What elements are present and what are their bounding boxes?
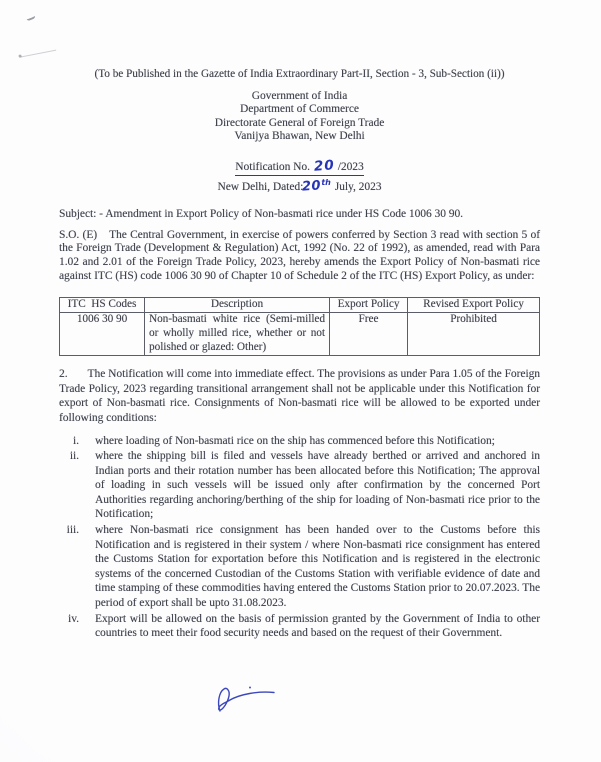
cell-description: Non-basmati white rice (Semi-milled or wholly milled rice, whether or not polished or glazed: Other) xyxy=(145,313,330,356)
table-header-row xyxy=(60,297,540,313)
handwritten-date-day: 20 xyxy=(301,178,322,195)
pen-mark-icon xyxy=(25,13,36,22)
document-content xyxy=(59,68,540,642)
condition-item-iv xyxy=(59,612,540,641)
so-paragraph xyxy=(59,229,540,284)
org-line-address: Vanijya Bhawan, New Delhi xyxy=(234,129,365,142)
handwritten-notification-number: 20 xyxy=(313,157,336,175)
export-policy-table xyxy=(59,297,540,356)
column-header-itc-hs-codes: ITC HS Codes xyxy=(60,297,145,313)
condition-item-ii xyxy=(59,449,540,522)
so-text: The Central Government, in exercise of powers conferred by Section 3 read with section 5 of the Foreign Trade (Development & Regulation) Act, 1992 (No. 22 of 1992), as amended, read with Para 1.02 and 2.01 of the Foreign Trade Policy, 2023, hereby amends the Export Policy of Non-basmati rice against ITC (HS) code 1006 30 90 of Chapter 10 of Schedule 2 of the ITC (HS) Export Policy, as under: xyxy=(59,228,540,282)
notification-number-suffix: /2023 xyxy=(337,161,364,174)
subject-line: Subject: - Amendment in Export Policy of Non-basmati rice under HS Code 1006 30 90. xyxy=(59,207,463,220)
notification-number-line xyxy=(59,157,540,176)
column-header-export-policy: Export Policy xyxy=(330,297,408,313)
gazette-publication-line: (To be Published in the Gazette of India Extraordinary Part-II, Section - 3, Sub-Section (ii)) xyxy=(94,68,505,80)
so-label: S.O. (E) xyxy=(59,228,98,241)
issuing-authority-block xyxy=(59,90,540,143)
handwritten-date-ordinal: th xyxy=(321,177,331,187)
pen-mark-icon xyxy=(21,50,58,64)
notification-heading xyxy=(59,157,540,195)
org-line-directorate: Directorate General of Foreign Trade xyxy=(214,116,385,129)
condition-item-i xyxy=(59,434,540,449)
paragraph-2-number: 2. xyxy=(59,368,68,381)
conditions-list xyxy=(59,434,540,641)
dateline-prefix: New Delhi, Dated: xyxy=(217,180,304,193)
cell-hs-code: 1006 30 90 xyxy=(60,313,145,356)
condition-marker: ii. xyxy=(69,450,79,463)
cell-revised-export-policy: Prohibited xyxy=(408,313,540,356)
paragraph-2 xyxy=(59,367,540,425)
condition-marker: iv. xyxy=(68,612,79,625)
condition-text: where the shipping bill is filed and vessels have already berthed or arrived and anchored in Indian ports and their rotation number has been allocated before this Notification; The approval of loading in such vessels will be issued only after confirmation by the concerned Port Authorities regarding anchoring/berthing of the ship for loading of Non-basmati rice prior to the Notification; xyxy=(95,450,540,521)
org-line-government: Government of India xyxy=(251,90,348,102)
column-header-revised-export-policy: Revised Export Policy xyxy=(408,297,540,313)
condition-text: Export will be allowed on the basis of permission granted by the Government of India to other countries to meet their food security needs and based on the request of their Government. xyxy=(95,612,540,640)
org-line-department: Department of Commerce xyxy=(240,103,359,116)
dateline xyxy=(59,176,540,195)
condition-marker: iii. xyxy=(66,524,79,537)
dateline-suffix: July, 2023 xyxy=(334,180,382,193)
condition-text: where loading of Non-basmati rice on the ship has commenced before this Notification; xyxy=(95,434,495,447)
table-row xyxy=(60,313,540,356)
signature-mark xyxy=(212,683,287,717)
condition-text: where Non-basmati rice consignment has been handed over to the Customs before this Notification and is registered in their system / where Non-basmati rice consignment has entered the Customs Station for exportation before this Notification and is registered in the electronic systems of the concerned Custodian of the Customs Station with verifiable evidence of date and time stamping of these commodities having entered the Customs Station prior to 20.07.2023. The period of export shall be upto 31.08.2023. xyxy=(95,524,540,610)
paragraph-2-text: The Notification will come into immediate effect. The provisions as under Para 1.05 of the Foreign Trade Policy, 2023 regarding transitional arrangement shall not be applicable under this Notification for export of Non-basmati rice. Consignments of Non-basmati rice will be allowed to be exported under following conditions: xyxy=(59,368,540,424)
condition-marker: i. xyxy=(72,434,79,447)
notification-number-prefix: Notification No. xyxy=(235,161,310,174)
condition-item-iii xyxy=(59,523,540,611)
column-header-description: Description xyxy=(145,297,330,313)
cell-export-policy: Free xyxy=(330,313,408,356)
